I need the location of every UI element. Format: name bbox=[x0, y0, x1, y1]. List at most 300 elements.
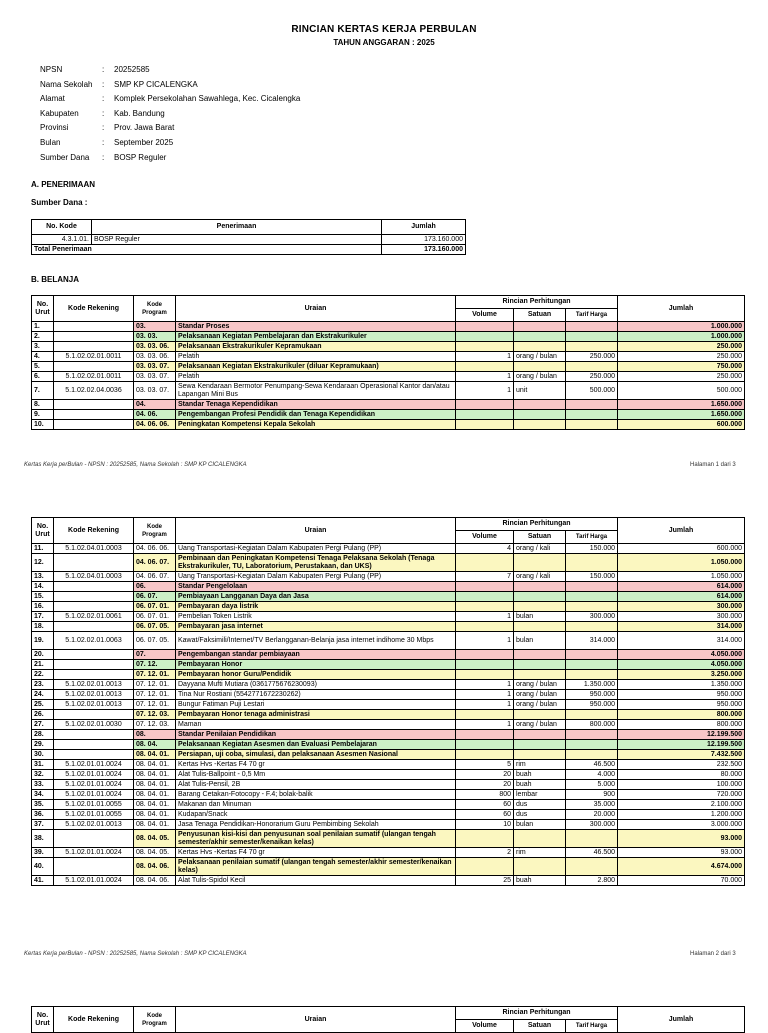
table-row bbox=[32, 420, 745, 430]
volume-cell bbox=[456, 740, 514, 750]
footer-page-number: Halaman 1 dari 3 bbox=[690, 462, 736, 468]
volume-cell: 20 bbox=[456, 770, 514, 780]
uraian-cell: Kertas Hvs -Kertas F4 70 gr bbox=[176, 760, 456, 770]
rekening-cell bbox=[54, 670, 134, 680]
table-row bbox=[32, 342, 745, 352]
jumlah-cell: 4.050.000 bbox=[618, 660, 745, 670]
volume-cell: 1 bbox=[456, 690, 514, 700]
satuan-cell bbox=[514, 858, 566, 876]
header-jumlah: Jumlah bbox=[382, 220, 466, 235]
volume-cell: 1 bbox=[456, 632, 514, 650]
program-cell: 04. bbox=[134, 400, 176, 410]
program-cell: 07. 12. 01. bbox=[134, 690, 176, 700]
table-row bbox=[32, 410, 745, 420]
program-cell: 07. bbox=[134, 650, 176, 660]
jumlah-cell: 1.350.000 bbox=[618, 680, 745, 690]
header-satuan: Satuan bbox=[514, 531, 566, 544]
info-label: Nama Sekolah bbox=[40, 79, 93, 89]
program-cell: 06. 07. bbox=[134, 592, 176, 602]
nama-cell: BOSP Reguler bbox=[92, 235, 382, 245]
program-cell: 07. 12. bbox=[134, 660, 176, 670]
jumlah-cell: 1.650.000 bbox=[618, 400, 745, 410]
header-jumlah: Jumlah bbox=[618, 518, 745, 544]
tarif-cell bbox=[566, 622, 618, 632]
jumlah-cell: 1.050.000 bbox=[618, 554, 745, 572]
uraian-cell: Kudapan/Snack bbox=[176, 810, 456, 820]
volume-cell bbox=[456, 660, 514, 670]
rekening-cell bbox=[54, 332, 134, 342]
satuan-cell: rim bbox=[514, 760, 566, 770]
header-volume: Volume bbox=[456, 531, 514, 544]
footer-left: Kertas Kerja perBulan - NPSN : 20252585, Nama Sekolah : SMP KP CICALENGKA bbox=[24, 462, 247, 468]
belanja-table-page3 bbox=[31, 1006, 745, 1033]
info-colon: : bbox=[102, 94, 105, 104]
volume-cell bbox=[456, 830, 514, 848]
info-value: 20252585 bbox=[114, 65, 150, 74]
rekening-cell bbox=[54, 740, 134, 750]
tarif-cell bbox=[566, 582, 618, 592]
no-cell: 11. bbox=[32, 544, 54, 554]
table-row bbox=[32, 554, 745, 572]
tarif-cell: 150.000 bbox=[566, 572, 618, 582]
uraian-cell: Barang Cetakan-Fotocopy - F.4; bolak-balik bbox=[176, 790, 456, 800]
school-info bbox=[40, 63, 300, 165]
header-tarif: Tarif Harga bbox=[566, 531, 618, 544]
header-jumlah: Jumlah bbox=[618, 1007, 745, 1033]
info-label: Alamat bbox=[40, 94, 65, 104]
satuan-cell bbox=[514, 322, 566, 332]
total-label: Total Penerimaan bbox=[32, 245, 382, 255]
no-cell: 27. bbox=[32, 720, 54, 730]
satuan-cell bbox=[514, 670, 566, 680]
tarif-cell: 5.000 bbox=[566, 780, 618, 790]
volume-cell: 10 bbox=[456, 820, 514, 830]
uraian-cell: Uang Transportasi-Kegiatan Dalam Kabupaten Pergi Pulang (PP) bbox=[176, 544, 456, 554]
satuan-cell bbox=[514, 750, 566, 760]
info-row bbox=[40, 136, 300, 151]
program-cell: 06. bbox=[134, 582, 176, 592]
tarif-cell: 300.000 bbox=[566, 820, 618, 830]
header-rincian: Rincian Perhitungan bbox=[456, 1007, 618, 1020]
program-cell: 08. 04. bbox=[134, 740, 176, 750]
no-cell: 31. bbox=[32, 760, 54, 770]
tarif-cell: 500.000 bbox=[566, 382, 618, 400]
total-row bbox=[32, 245, 466, 255]
info-colon: : bbox=[102, 137, 105, 147]
info-row bbox=[40, 63, 300, 78]
table-row bbox=[32, 730, 745, 740]
volume-cell: 2 bbox=[456, 848, 514, 858]
volume-cell: 7 bbox=[456, 572, 514, 582]
satuan-cell: orang / bulan bbox=[514, 720, 566, 730]
tarif-cell bbox=[566, 592, 618, 602]
jumlah-cell: 1.050.000 bbox=[618, 572, 745, 582]
no-cell: 2. bbox=[32, 332, 54, 342]
satuan-cell: bulan bbox=[514, 632, 566, 650]
tarif-cell bbox=[566, 420, 618, 430]
tarif-cell: 800.000 bbox=[566, 720, 618, 730]
header-satuan: Satuan bbox=[514, 1020, 566, 1033]
tarif-cell: 300.000 bbox=[566, 612, 618, 622]
program-cell: 04. 06. 06. bbox=[134, 544, 176, 554]
volume-cell bbox=[456, 410, 514, 420]
table-row bbox=[32, 382, 745, 400]
rekening-cell: 5.1.02.01.01.0024 bbox=[54, 760, 134, 770]
satuan-cell: orang / bulan bbox=[514, 700, 566, 710]
table-row bbox=[32, 770, 745, 780]
rekening-cell: 5.1.02.04.01.0003 bbox=[54, 572, 134, 582]
table-row bbox=[32, 760, 745, 770]
tarif-cell bbox=[566, 410, 618, 420]
jumlah-cell: 4.674.000 bbox=[618, 858, 745, 876]
rekening-cell bbox=[54, 858, 134, 876]
jumlah-cell: 300.000 bbox=[618, 602, 745, 612]
rekening-cell bbox=[54, 622, 134, 632]
uraian-cell: Alat Tulis-Pensil, 2B bbox=[176, 780, 456, 790]
rekening-cell bbox=[54, 410, 134, 420]
table-row bbox=[32, 572, 745, 582]
jumlah-cell: 173.160.000 bbox=[382, 235, 466, 245]
no-cell: 39. bbox=[32, 848, 54, 858]
satuan-cell bbox=[514, 420, 566, 430]
info-value: Prov. Jawa Barat bbox=[114, 123, 175, 133]
rekening-cell bbox=[54, 650, 134, 660]
no-cell: 30. bbox=[32, 750, 54, 760]
program-cell: 03. 03. 07. bbox=[134, 372, 176, 382]
rekening-cell: 5.1.02.02.01.0011 bbox=[54, 352, 134, 362]
rekening-cell bbox=[54, 602, 134, 612]
rekening-cell bbox=[54, 554, 134, 572]
table-row bbox=[32, 810, 745, 820]
uraian-cell: Pelaksanaan Ekstrakurikuler Kepramukaan bbox=[176, 342, 456, 352]
table-row bbox=[32, 848, 745, 858]
no-cell: 26. bbox=[32, 710, 54, 720]
sumber-dana-label: Sumber Dana : bbox=[31, 198, 88, 207]
jumlah-cell: 750.000 bbox=[618, 362, 745, 372]
tarif-cell bbox=[566, 362, 618, 372]
header-uraian: Uraian bbox=[176, 1007, 456, 1033]
no-cell: 1. bbox=[32, 322, 54, 332]
table-row bbox=[32, 780, 745, 790]
volume-cell bbox=[456, 322, 514, 332]
jumlah-cell: 3.000.000 bbox=[618, 820, 745, 830]
program-cell: 03. 03. 07. bbox=[134, 382, 176, 400]
jumlah-cell: 70.000 bbox=[618, 876, 745, 886]
satuan-cell bbox=[514, 740, 566, 750]
jumlah-cell: 300.000 bbox=[618, 612, 745, 622]
rekening-cell: 5.1.02.04.01.0003 bbox=[54, 544, 134, 554]
no-cell: 23. bbox=[32, 680, 54, 690]
info-colon: : bbox=[102, 152, 105, 162]
table-row bbox=[32, 790, 745, 800]
uraian-cell: Standar Pengelolaan bbox=[176, 582, 456, 592]
jumlah-cell: 1.000.000 bbox=[618, 332, 745, 342]
info-row bbox=[40, 107, 300, 122]
rekening-cell: 5.1.02.02.01.0013 bbox=[54, 690, 134, 700]
rekening-cell: 5.1.02.02.01.0011 bbox=[54, 372, 134, 382]
no-cell: 13. bbox=[32, 572, 54, 582]
uraian-cell: Standar Penilaian Pendidikan bbox=[176, 730, 456, 740]
jumlah-cell: 314.000 bbox=[618, 632, 745, 650]
jumlah-cell: 314.000 bbox=[618, 622, 745, 632]
rekening-cell: 5.1.02.01.01.0024 bbox=[54, 848, 134, 858]
program-cell: 03. bbox=[134, 322, 176, 332]
tarif-cell bbox=[566, 342, 618, 352]
tarif-cell: 4.000 bbox=[566, 770, 618, 780]
uraian-cell: Uang Transportasi-Kegiatan Dalam Kabupaten Pergi Pulang (PP) bbox=[176, 572, 456, 582]
rekening-cell bbox=[54, 582, 134, 592]
info-row bbox=[40, 92, 300, 107]
jumlah-cell: 800.000 bbox=[618, 710, 745, 720]
table-row bbox=[32, 858, 745, 876]
no-cell: 5. bbox=[32, 362, 54, 372]
volume-cell bbox=[456, 592, 514, 602]
tarif-cell: 46.500 bbox=[566, 760, 618, 770]
jumlah-cell: 950.000 bbox=[618, 690, 745, 700]
satuan-cell: dus bbox=[514, 800, 566, 810]
program-cell: 06. 07. 01. bbox=[134, 602, 176, 612]
satuan-cell bbox=[514, 592, 566, 602]
table-row bbox=[32, 544, 745, 554]
uraian-cell: Kertas Hvs -Kertas F4 70 gr bbox=[176, 848, 456, 858]
satuan-cell: lembar bbox=[514, 790, 566, 800]
rekening-cell: 5.1.02.01.01.0024 bbox=[54, 780, 134, 790]
header-uraian: Uraian bbox=[176, 518, 456, 544]
program-cell: 08. 04. 01. bbox=[134, 770, 176, 780]
program-cell: 08. 04. 01. bbox=[134, 820, 176, 830]
tarif-cell bbox=[566, 602, 618, 612]
tarif-cell bbox=[566, 858, 618, 876]
uraian-cell: Pembayaran daya listrik bbox=[176, 602, 456, 612]
program-cell: 08. 04. 01. bbox=[134, 790, 176, 800]
header-uraian: Uraian bbox=[176, 296, 456, 322]
satuan-cell bbox=[514, 730, 566, 740]
header-penerimaan: Penerimaan bbox=[92, 220, 382, 235]
uraian-cell: Jasa Tenaga Pendidikan-Honorarium Guru Pembimbing Sekolah bbox=[176, 820, 456, 830]
footer-left: Kertas Kerja perBulan - NPSN : 20252585, Nama Sekolah : SMP KP CICALENGKA bbox=[24, 951, 247, 957]
rekening-cell: 5.1.02.01.01.0055 bbox=[54, 800, 134, 810]
no-cell: 28. bbox=[32, 730, 54, 740]
rekening-cell: 5.1.02.02.01.0061 bbox=[54, 612, 134, 622]
table-row bbox=[32, 830, 745, 848]
no-cell: 9. bbox=[32, 410, 54, 420]
tarif-cell bbox=[566, 830, 618, 848]
header-tarif: Tarif Harga bbox=[566, 309, 618, 322]
volume-cell: 60 bbox=[456, 800, 514, 810]
table-row bbox=[32, 352, 745, 362]
uraian-cell: Peningkatan Kompetensi Kepala Sekolah bbox=[176, 420, 456, 430]
volume-cell: 4 bbox=[456, 544, 514, 554]
program-cell: 07. 12. 01. bbox=[134, 670, 176, 680]
tarif-cell: 2.800 bbox=[566, 876, 618, 886]
section-belanja: B. BELANJA bbox=[31, 275, 80, 284]
table-row bbox=[32, 700, 745, 710]
kode-cell: 4.3.1.01. bbox=[32, 235, 92, 245]
jumlah-cell: 950.000 bbox=[618, 700, 745, 710]
jumlah-cell: 720.000 bbox=[618, 790, 745, 800]
no-cell: 22. bbox=[32, 670, 54, 680]
header-rekening: Kode Rekening bbox=[54, 296, 134, 322]
tarif-cell: 35.000 bbox=[566, 800, 618, 810]
satuan-cell bbox=[514, 710, 566, 720]
no-cell: 7. bbox=[32, 382, 54, 400]
info-colon: : bbox=[102, 65, 105, 74]
no-cell: 36. bbox=[32, 810, 54, 820]
jumlah-cell: 12.199.500 bbox=[618, 740, 745, 750]
volume-cell bbox=[456, 750, 514, 760]
uraian-cell: Persiapan, uji coba, simulasi, dan pelaksanaan Asesmen Nasional bbox=[176, 750, 456, 760]
volume-cell: 25 bbox=[456, 876, 514, 886]
volume-cell bbox=[456, 858, 514, 876]
header-jumlah: Jumlah bbox=[618, 296, 745, 322]
jumlah-cell: 600.000 bbox=[618, 544, 745, 554]
table-row bbox=[32, 235, 466, 245]
header-kode: No. Kode bbox=[32, 220, 92, 235]
no-cell: 4. bbox=[32, 352, 54, 362]
no-cell: 21. bbox=[32, 660, 54, 670]
volume-cell: 800 bbox=[456, 790, 514, 800]
volume-cell bbox=[456, 650, 514, 660]
jumlah-cell: 250.000 bbox=[618, 342, 745, 352]
tarif-cell bbox=[566, 750, 618, 760]
tarif-cell bbox=[566, 660, 618, 670]
table-row bbox=[32, 750, 745, 760]
rekening-cell: 5.1.02.02.01.0013 bbox=[54, 700, 134, 710]
uraian-cell: Pembayaran Honor bbox=[176, 660, 456, 670]
header-volume: Volume bbox=[456, 1020, 514, 1033]
satuan-cell: orang / bulan bbox=[514, 680, 566, 690]
no-cell: 3. bbox=[32, 342, 54, 352]
rekening-cell: 5.1.02.01.01.0024 bbox=[54, 790, 134, 800]
volume-cell bbox=[456, 400, 514, 410]
rekening-cell bbox=[54, 322, 134, 332]
satuan-cell bbox=[514, 342, 566, 352]
table-row bbox=[32, 820, 745, 830]
table-row bbox=[32, 670, 745, 680]
tarif-cell bbox=[566, 670, 618, 680]
jumlah-cell: 1.200.000 bbox=[618, 810, 745, 820]
tarif-cell: 1.350.000 bbox=[566, 680, 618, 690]
volume-cell bbox=[456, 420, 514, 430]
tarif-cell bbox=[566, 554, 618, 572]
no-cell: 24. bbox=[32, 690, 54, 700]
volume-cell bbox=[456, 582, 514, 592]
uraian-cell: Pelaksanaan Kegiatan Ekstrakurikuler (diluar Kepramukaan) bbox=[176, 362, 456, 372]
table-row bbox=[32, 592, 745, 602]
jumlah-cell: 614.000 bbox=[618, 592, 745, 602]
program-cell: 08. 04. 01. bbox=[134, 750, 176, 760]
satuan-cell bbox=[514, 660, 566, 670]
rekening-cell bbox=[54, 750, 134, 760]
program-cell: 04. 06. 07. bbox=[134, 572, 176, 582]
uraian-cell: Pelatih bbox=[176, 352, 456, 362]
volume-cell: 1 bbox=[456, 352, 514, 362]
belanja-table-page2 bbox=[31, 517, 745, 886]
program-cell: 03. 03. 06. bbox=[134, 352, 176, 362]
jumlah-cell: 250.000 bbox=[618, 372, 745, 382]
header-program: Kode Program bbox=[134, 518, 176, 544]
header-rincian: Rincian Perhitungan bbox=[456, 296, 618, 309]
satuan-cell: buah bbox=[514, 780, 566, 790]
no-cell: 25. bbox=[32, 700, 54, 710]
uraian-cell: Penyusunan kisi-kisi dan penyusunan soal penilaian sumatif (ulangan tengah semester/akhir semester/kenaikan kelas) bbox=[176, 830, 456, 848]
uraian-cell: Tina Nur Rostiani (5542771672230262) bbox=[176, 690, 456, 700]
rekening-cell: 5.1.02.02.01.0063 bbox=[54, 632, 134, 650]
no-cell: 35. bbox=[32, 800, 54, 810]
header-no: No. Urut bbox=[32, 296, 54, 322]
no-cell: 16. bbox=[32, 602, 54, 612]
no-cell: 33. bbox=[32, 780, 54, 790]
volume-cell bbox=[456, 730, 514, 740]
satuan-cell bbox=[514, 400, 566, 410]
header-program: Kode Program bbox=[134, 1007, 176, 1033]
no-cell: 18. bbox=[32, 622, 54, 632]
uraian-cell: Pelaksanaan penilaian sumatif (ulangan tengah semester/akhir semester/kenaikan kelas) bbox=[176, 858, 456, 876]
info-row bbox=[40, 151, 300, 166]
satuan-cell: bulan bbox=[514, 612, 566, 622]
volume-cell bbox=[456, 710, 514, 720]
tarif-cell: 950.000 bbox=[566, 690, 618, 700]
rekening-cell: 5.1.02.02.01.0013 bbox=[54, 680, 134, 690]
program-cell: 08. 04. 05. bbox=[134, 830, 176, 848]
penerimaan-table bbox=[31, 219, 466, 255]
jumlah-cell: 232.500 bbox=[618, 760, 745, 770]
table-row bbox=[32, 800, 745, 810]
no-cell: 19. bbox=[32, 632, 54, 650]
uraian-cell: Pelatih bbox=[176, 372, 456, 382]
uraian-cell: Sewa Kendaraan Bermotor Penumpang-Sewa Kendaraan Operasional Kantor dan/atau Lapangan Mini Bus bbox=[176, 382, 456, 400]
header-volume: Volume bbox=[456, 309, 514, 322]
program-cell: 06. 07. 05. bbox=[134, 622, 176, 632]
table-row bbox=[32, 680, 745, 690]
jumlah-cell: 93.000 bbox=[618, 830, 745, 848]
table-row bbox=[32, 660, 745, 670]
satuan-cell: orang / bulan bbox=[514, 690, 566, 700]
info-label: Bulan bbox=[40, 137, 61, 147]
tarif-cell bbox=[566, 332, 618, 342]
uraian-cell: Bungur Fatiman Puji Lestari bbox=[176, 700, 456, 710]
volume-cell bbox=[456, 670, 514, 680]
table-row bbox=[32, 720, 745, 730]
uraian-cell: Standar Tenaga Kependidikan bbox=[176, 400, 456, 410]
rekening-cell bbox=[54, 400, 134, 410]
table-row bbox=[32, 612, 745, 622]
uraian-cell: Pembiayaan Langganan Daya dan Jasa bbox=[176, 592, 456, 602]
satuan-cell bbox=[514, 582, 566, 592]
table-row bbox=[32, 332, 745, 342]
info-value: BOSP Reguler bbox=[114, 152, 167, 162]
rekening-cell: 5.1.02.02.04.0036 bbox=[54, 382, 134, 400]
uraian-cell: Pelaksanaan Kegiatan Asesmen dan Evaluasi Pembelajaran bbox=[176, 740, 456, 750]
tarif-cell bbox=[566, 730, 618, 740]
program-cell: 06. 07. 01. bbox=[134, 612, 176, 622]
satuan-cell: buah bbox=[514, 876, 566, 886]
tarif-cell bbox=[566, 322, 618, 332]
program-cell: 07. 12. 01. bbox=[134, 680, 176, 690]
uraian-cell: Pembayaran jasa internet bbox=[176, 622, 456, 632]
no-cell: 6. bbox=[32, 372, 54, 382]
program-cell: 08. 04. 01. bbox=[134, 800, 176, 810]
uraian-cell: Pembayaran honor Guru/Pendidik bbox=[176, 670, 456, 680]
program-cell: 07. 12. 03. bbox=[134, 720, 176, 730]
uraian-cell: Pengembangan standar pembiayaan bbox=[176, 650, 456, 660]
info-label: Kabupaten bbox=[40, 108, 79, 118]
table-row bbox=[32, 372, 745, 382]
jumlah-cell: 600.000 bbox=[618, 420, 745, 430]
rekening-cell: 5.1.02.01.01.0024 bbox=[54, 770, 134, 780]
program-cell: 07. 12. 01. bbox=[134, 700, 176, 710]
rekening-cell bbox=[54, 730, 134, 740]
